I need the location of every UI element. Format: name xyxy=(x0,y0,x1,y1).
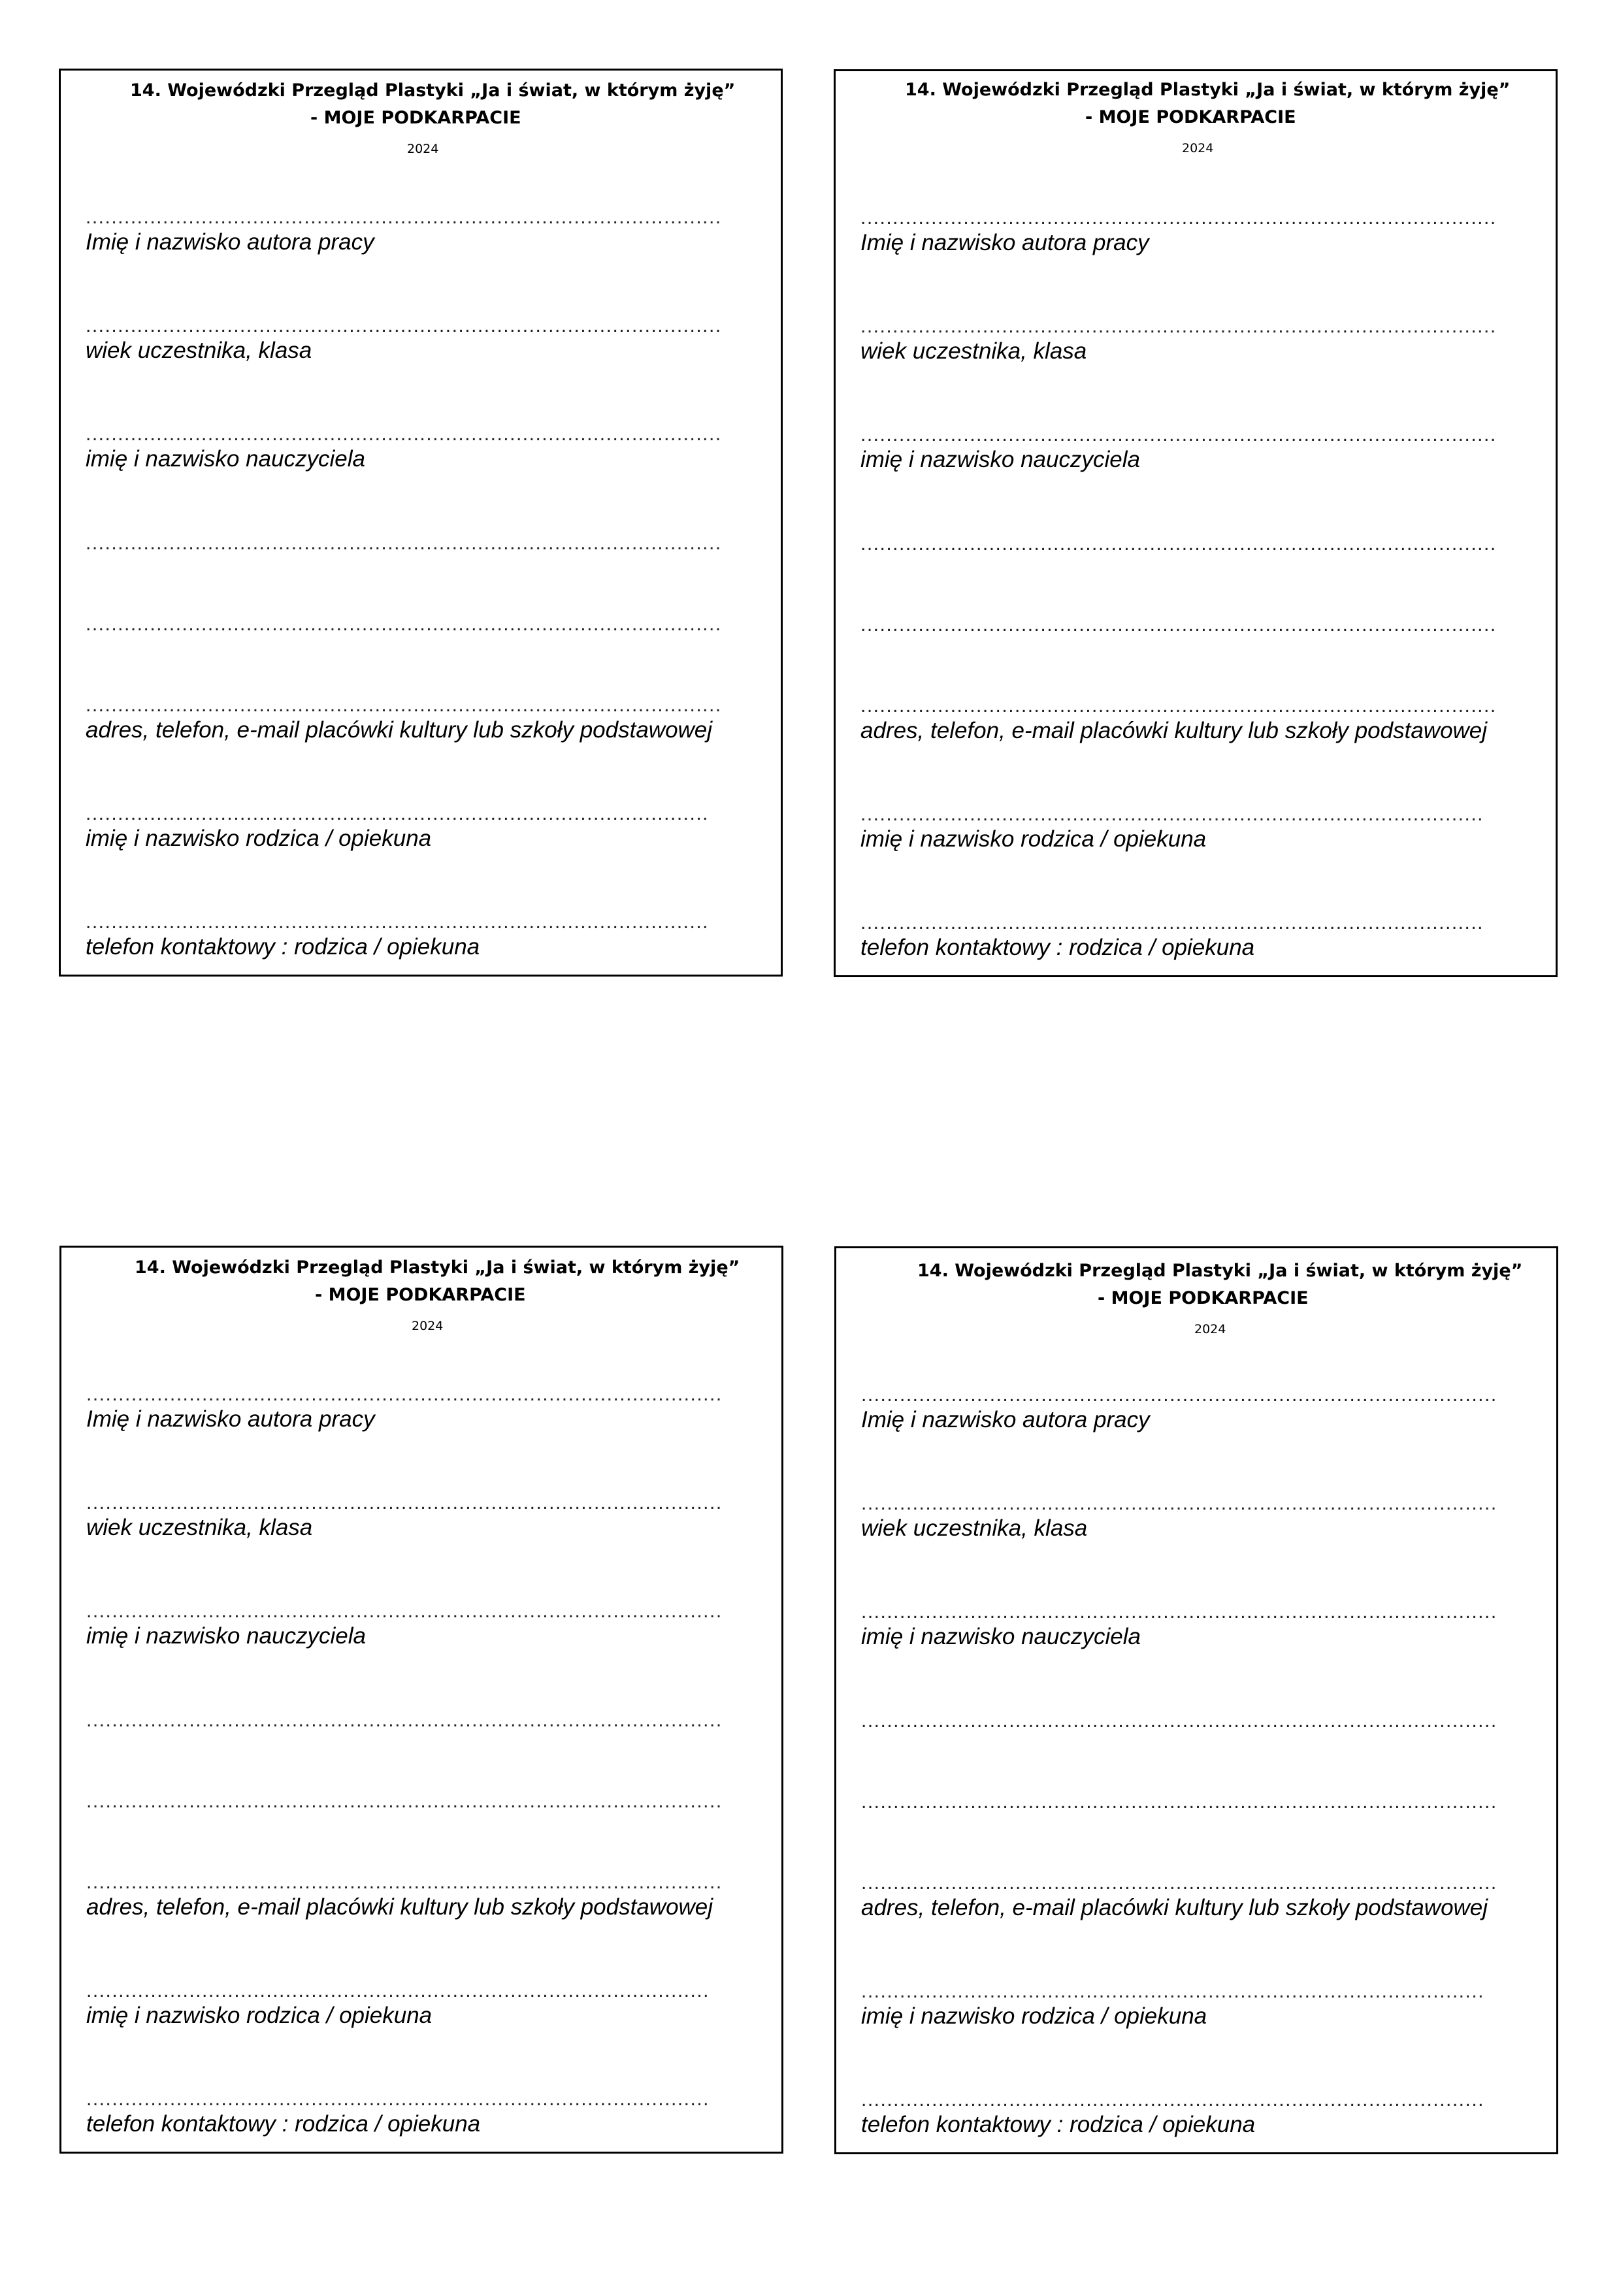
fill-line: ................................................................................................... xyxy=(86,1600,723,1622)
fill-line: ................................................................................................... xyxy=(86,315,722,336)
fill-line: ................................................................................................... xyxy=(861,1601,1497,1623)
entry-card-1 xyxy=(59,69,783,977)
field-label: wiek uczestnika, klasa xyxy=(860,338,1087,364)
field-label: wiek uczestnika, klasa xyxy=(86,1515,313,1540)
parent-name-field[interactable] xyxy=(86,803,756,862)
address-line-1-field[interactable] xyxy=(86,532,756,591)
card-title: 14. Wojewódzki Przegląd Plastyki „Ja i świat, w którym żyję” xyxy=(135,1257,740,1278)
address-line-1-field[interactable] xyxy=(86,1709,757,1768)
fill-line: ................................................................................................... xyxy=(860,207,1497,229)
card-year: 2024 xyxy=(412,1319,444,1333)
field-label: imię i nazwisko nauczyciela xyxy=(86,1623,366,1649)
age-class-field[interactable] xyxy=(86,315,756,374)
field-label: imię i nazwisko nauczyciela xyxy=(861,1624,1141,1649)
card-year: 2024 xyxy=(1182,141,1214,155)
fill-line: ................................................................................................... xyxy=(861,1384,1497,1406)
field-label: imię i nazwisko rodzica / opiekuna xyxy=(861,2003,1207,2029)
fill-line: ................................................................................................... xyxy=(86,1709,723,1731)
fill-line: ................................................................................................. xyxy=(86,911,709,933)
fill-line: ................................................................................................... xyxy=(860,424,1497,445)
card-header xyxy=(61,77,781,158)
fill-line: ................................................................................................. xyxy=(86,2088,710,2110)
fill-line: ................................................................................................... xyxy=(861,1710,1497,1732)
fill-line: ................................................................................................... xyxy=(86,1492,723,1513)
fill-line: ................................................................................................... xyxy=(86,1871,723,1893)
field-label: adres, telefon, e-mail placówki kultury lub szkoły podstawowej xyxy=(861,1895,1488,1920)
card-header xyxy=(61,1254,781,1335)
fill-line: ................................................................................................... xyxy=(860,695,1497,717)
parent-phone-field[interactable] xyxy=(86,911,756,970)
parent-phone-field[interactable] xyxy=(861,2089,1531,2148)
fill-line: ................................................................................................... xyxy=(86,1790,723,1812)
field-label: adres, telefon, e-mail placówki kultury lub szkoły podstawowej xyxy=(860,718,1488,743)
address-line-1-field[interactable] xyxy=(860,533,1531,592)
field-label: imię i nazwisko nauczyciela xyxy=(860,447,1140,472)
fill-line: ................................................................................................... xyxy=(861,1791,1497,1813)
address-line-2-field[interactable] xyxy=(86,1790,757,1849)
teacher-name-field[interactable] xyxy=(86,1600,757,1659)
parent-name-field[interactable] xyxy=(861,1981,1531,2039)
field-label: telefon kontaktowy : rodzica / opiekuna xyxy=(86,934,480,960)
card-subtitle: - MOJE PODKARPACIE xyxy=(1085,107,1296,127)
field-label: Imię i nazwisko autora pracy xyxy=(860,230,1149,255)
address-line-3-field[interactable] xyxy=(861,1872,1531,1931)
field-label: imię i nazwisko rodzica / opiekuna xyxy=(86,2003,433,2028)
fill-line: ................................................................................................... xyxy=(861,1493,1497,1514)
address-line-2-field[interactable] xyxy=(86,613,756,672)
field-label: adres, telefon, e-mail placówki kultury lub szkoły podstawowej xyxy=(86,1894,713,1920)
age-class-field[interactable] xyxy=(860,315,1531,374)
address-line-2-field[interactable] xyxy=(860,614,1531,673)
fill-line: ................................................................................................... xyxy=(86,1383,723,1405)
card-year: 2024 xyxy=(407,142,439,156)
author-name-field[interactable] xyxy=(861,1384,1531,1443)
age-class-field[interactable] xyxy=(86,1492,757,1551)
field-label: imię i nazwisko nauczyciela xyxy=(86,446,365,472)
fill-line: ................................................................................................... xyxy=(86,532,722,554)
card-title: 14. Wojewódzki Przegląd Plastyki „Ja i świat, w którym żyję” xyxy=(905,80,1511,100)
field-label: wiek uczestnika, klasa xyxy=(861,1515,1088,1541)
entry-card-3 xyxy=(59,1246,783,2154)
address-line-3-field[interactable] xyxy=(860,695,1531,754)
entry-card-4 xyxy=(834,1246,1558,2154)
fill-line: ................................................................................................. xyxy=(86,803,709,824)
teacher-name-field[interactable] xyxy=(860,424,1531,483)
fill-line: ................................................................................................. xyxy=(861,2089,1484,2110)
entry-card-2 xyxy=(834,69,1558,977)
field-label: telefon kontaktowy : rodzica / opiekuna xyxy=(860,935,1255,960)
author-name-field[interactable] xyxy=(86,206,756,265)
author-name-field[interactable] xyxy=(860,207,1531,266)
fill-line: ................................................................................................... xyxy=(86,694,722,716)
fill-line: ................................................................................................... xyxy=(86,613,722,635)
address-line-3-field[interactable] xyxy=(86,694,756,753)
field-label: imię i nazwisko rodzica / opiekuna xyxy=(860,826,1207,852)
field-label: imię i nazwisko rodzica / opiekuna xyxy=(86,826,432,851)
card-header xyxy=(836,1257,1556,1338)
card-subtitle: - MOJE PODKARPACIE xyxy=(315,1285,526,1305)
fill-line: ................................................................................................... xyxy=(86,423,722,445)
fill-line: ................................................................................................... xyxy=(860,315,1497,337)
fill-line: ................................................................................................... xyxy=(860,533,1497,555)
field-label: telefon kontaktowy : rodzica / opiekuna xyxy=(861,2112,1256,2137)
fill-line: ................................................................................................... xyxy=(861,1872,1497,1894)
fill-line: ................................................................................................. xyxy=(860,912,1484,933)
field-label: Imię i nazwisko autora pracy xyxy=(861,1407,1150,1432)
fill-line: ................................................................................................. xyxy=(860,803,1484,825)
card-year: 2024 xyxy=(1194,1322,1226,1336)
field-label: Imię i nazwisko autora pracy xyxy=(86,229,374,255)
field-label: wiek uczestnika, klasa xyxy=(86,338,312,363)
card-subtitle: - MOJE PODKARPACIE xyxy=(1098,1288,1309,1308)
parent-name-field[interactable] xyxy=(86,1980,757,2039)
fill-line: ................................................................................................. xyxy=(86,1980,710,2001)
address-line-1-field[interactable] xyxy=(861,1710,1531,1769)
card-subtitle: - MOJE PODKARPACIE xyxy=(310,108,521,128)
field-label: telefon kontaktowy : rodzica / opiekuna xyxy=(86,2111,481,2137)
parent-name-field[interactable] xyxy=(860,803,1531,862)
parent-phone-field[interactable] xyxy=(860,912,1531,971)
field-label: Imię i nazwisko autora pracy xyxy=(86,1406,375,1432)
card-title: 14. Wojewódzki Przegląd Plastyki „Ja i świat, w którym żyję” xyxy=(917,1261,1523,1281)
field-label: adres, telefon, e-mail placówki kultury lub szkoły podstawowej xyxy=(86,717,713,743)
card-header xyxy=(836,76,1556,157)
author-name-field[interactable] xyxy=(86,1383,757,1442)
address-line-3-field[interactable] xyxy=(86,1871,757,1930)
fill-line: ................................................................................................... xyxy=(860,614,1497,636)
teacher-name-field[interactable] xyxy=(86,423,756,482)
fill-line: ................................................................................................. xyxy=(861,1981,1484,2002)
parent-phone-field[interactable] xyxy=(86,2088,757,2147)
teacher-name-field[interactable] xyxy=(861,1601,1531,1660)
card-title: 14. Wojewódzki Przegląd Plastyki „Ja i świat, w którym żyję” xyxy=(130,80,736,101)
address-line-2-field[interactable] xyxy=(861,1791,1531,1850)
age-class-field[interactable] xyxy=(861,1493,1531,1551)
fill-line: ................................................................................................... xyxy=(86,206,722,228)
